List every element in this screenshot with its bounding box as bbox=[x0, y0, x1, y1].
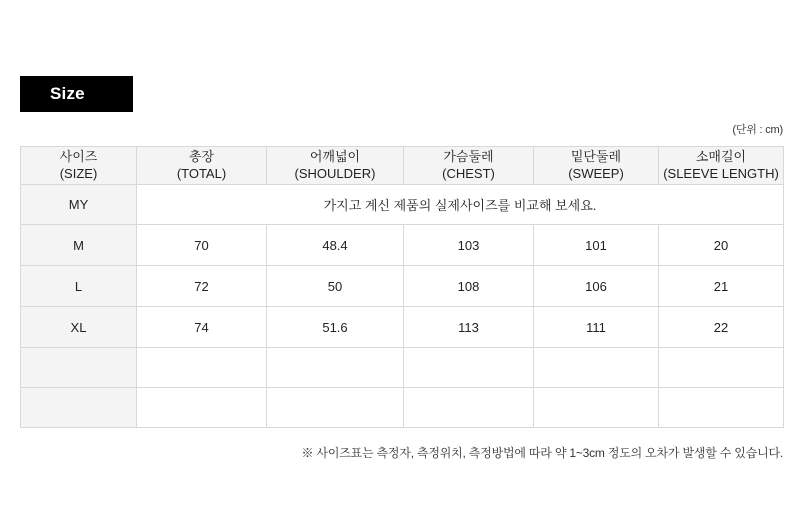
row-xl-size: XL bbox=[21, 307, 137, 348]
header-sweep-line2: (SWEEP) bbox=[568, 165, 624, 181]
row-m-shoulder: 48.4 bbox=[267, 225, 404, 266]
row-empty1-sleeve bbox=[659, 348, 784, 388]
row-l-shoulder: 50 bbox=[267, 266, 404, 307]
table-row bbox=[21, 388, 784, 428]
unit-note: (단위 : cm) bbox=[732, 124, 783, 136]
size-table-body bbox=[21, 185, 784, 428]
row-empty1-sweep bbox=[534, 348, 659, 388]
table-header-row bbox=[21, 147, 784, 185]
header-total bbox=[137, 147, 267, 185]
row-empty2-shoulder bbox=[267, 388, 404, 428]
table-row bbox=[21, 348, 784, 388]
header-shoulder bbox=[267, 147, 404, 185]
size-table-head bbox=[21, 147, 784, 185]
row-m-sleeve: 20 bbox=[659, 225, 784, 266]
size-section-badge bbox=[20, 76, 133, 112]
row-empty1-total bbox=[137, 348, 267, 388]
row-l-sleeve: 21 bbox=[659, 266, 784, 307]
row-m-size: M bbox=[21, 225, 137, 266]
header-sleeve bbox=[659, 147, 784, 185]
row-xl-chest: 113 bbox=[404, 307, 534, 348]
table-row bbox=[21, 266, 784, 307]
size-table-container bbox=[20, 146, 783, 428]
row-empty1-shoulder bbox=[267, 348, 404, 388]
row-l-total: 72 bbox=[137, 266, 267, 307]
header-shoulder-line1: 어깨넓이 bbox=[309, 149, 361, 165]
table-row-my bbox=[21, 185, 784, 225]
row-empty2-total bbox=[137, 388, 267, 428]
measurement-footnote: ※ 사이즈표는 측정자, 측정위치, 측정방법에 따라 약 1~3cm 정도의 오차가 발생할 수 있습니다. bbox=[301, 446, 783, 460]
row-empty2-size bbox=[21, 388, 137, 428]
header-size-line1: 사이즈 bbox=[59, 149, 98, 165]
header-total-line1: 총장 bbox=[188, 149, 215, 165]
row-m-chest: 103 bbox=[404, 225, 534, 266]
table-row bbox=[21, 307, 784, 348]
header-sweep-line1: 밑단둘레 bbox=[570, 149, 622, 165]
row-empty2-sweep bbox=[534, 388, 659, 428]
row-l-chest: 108 bbox=[404, 266, 534, 307]
row-empty2-chest bbox=[404, 388, 534, 428]
row-m-total: 70 bbox=[137, 225, 267, 266]
header-size-line2: (SIZE) bbox=[59, 165, 98, 181]
row-l-sweep: 106 bbox=[534, 266, 659, 307]
header-sweep bbox=[534, 147, 659, 185]
row-m-sweep: 101 bbox=[534, 225, 659, 266]
header-sleeve-line1: 소매길이 bbox=[695, 149, 747, 165]
row-my-note: 가지고 계신 제품의 실제사이즈를 비교해 보세요. bbox=[137, 185, 784, 225]
row-empty1-size bbox=[21, 348, 137, 388]
header-total-line2: (TOTAL) bbox=[176, 165, 227, 181]
row-xl-sleeve: 22 bbox=[659, 307, 784, 348]
row-xl-shoulder: 51.6 bbox=[267, 307, 404, 348]
table-row bbox=[21, 225, 784, 266]
size-section-label: Size bbox=[50, 84, 85, 103]
row-l-size: L bbox=[21, 266, 137, 307]
row-empty2-sleeve bbox=[659, 388, 784, 428]
header-size bbox=[21, 147, 137, 185]
row-empty1-chest bbox=[404, 348, 534, 388]
header-shoulder-line2: (SHOULDER) bbox=[294, 165, 376, 181]
size-table bbox=[20, 146, 784, 428]
header-chest bbox=[404, 147, 534, 185]
header-sleeve-line2: (SLEEVE LENGTH) bbox=[663, 165, 779, 181]
header-chest-line2: (CHEST) bbox=[442, 165, 495, 181]
row-xl-total: 74 bbox=[137, 307, 267, 348]
row-xl-sweep: 111 bbox=[534, 307, 659, 348]
header-chest-line1: 가슴둘레 bbox=[443, 149, 494, 165]
row-my-size: MY bbox=[21, 185, 137, 225]
